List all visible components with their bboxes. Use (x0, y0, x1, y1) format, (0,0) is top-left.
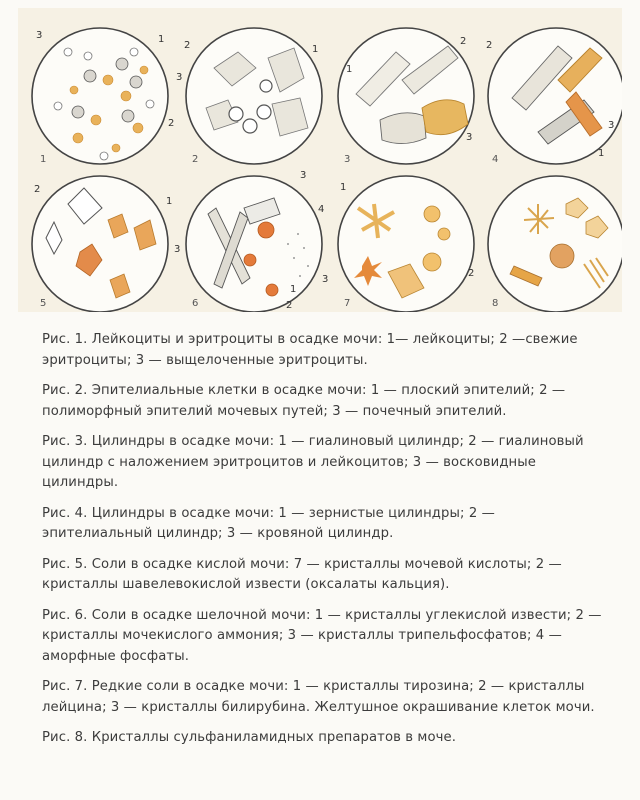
panel-number-1: 1 (40, 154, 47, 165)
panel-4-label: 2 (486, 40, 493, 51)
microscopy-plate (18, 8, 622, 312)
panel-number-8: 8 (492, 298, 499, 309)
caption-1: Рис. 1. Лейкоциты и эритроциты в осадке мочи: 1— лейкоциты; 2 —свежие эритроциты; 3 — выщелоченные эритроциты. (42, 332, 578, 368)
panel-number-5: 5 (40, 298, 47, 309)
panel-6-label: 3 (174, 244, 181, 255)
microscopy-illustration (18, 8, 622, 312)
panel-1-label: 2 (168, 118, 175, 129)
panel-8-circle (488, 176, 622, 312)
panel-4-label: 3 (608, 120, 615, 131)
panel-7-label: 1 (340, 182, 347, 193)
figure-captions (42, 330, 602, 759)
panel-1-label: 1 (158, 34, 165, 45)
panel-5-label: 1 (166, 196, 173, 207)
panel-number-6: 6 (192, 298, 199, 309)
panel-4-label: 1 (598, 148, 605, 159)
panel-4-circle (488, 28, 622, 164)
caption-8: Рис. 8. Кристаллы сульфаниламидных препаратов в моче. (42, 730, 457, 745)
panel-number-3: 3 (344, 154, 351, 165)
panel-7-label: 3 (322, 274, 329, 285)
caption-7: Рис. 7. Редкие соли в осадке мочи: 1 — кристаллы тирозина; 2 — кристаллы лейцина; 3 — кристаллы билирубина. Желтушное окрашивание клеток мочи. (42, 679, 595, 715)
caption-6: Рис. 6. Соли в осадке шелочной мочи: 1 — кристаллы углекислой извести; 2 — кристаллы мочекислого аммония; 3 — кристаллы трипельфосфатов; 4 — аморфные фосфаты. (42, 607, 602, 664)
panel-3-label: 2 (460, 36, 467, 47)
panel-5-circle (32, 176, 168, 312)
panel-1-label: 3 (36, 30, 43, 41)
panel-3-label: 1 (346, 64, 353, 75)
panel-7-label: 2 (468, 268, 475, 279)
panel-6-label: 2 (286, 300, 293, 311)
panel-7-circle (338, 176, 474, 312)
caption-5: Рис. 5. Соли в осадке кислой мочи: 7 — кристаллы мочевой кислоты; 2 — кристаллы шавелевокислой извести (оксалаты кальция). (42, 556, 562, 592)
panel-5-label: 2 (34, 184, 41, 195)
panel-6-label: 1 (290, 284, 297, 295)
panel-3-circle (338, 28, 474, 164)
panel-6-label: 3 (300, 170, 307, 181)
panel-2-label: 1 (312, 44, 319, 55)
panel-number-7: 7 (344, 298, 351, 309)
panel-number-4: 4 (492, 154, 499, 165)
panel-3-label: 3 (466, 132, 473, 143)
panel-2-circle (186, 28, 322, 164)
panel-6-label: 4 (318, 204, 325, 215)
panel-2-label: 3 (176, 72, 183, 83)
panel-2-label: 2 (184, 40, 191, 51)
panel-6-circle (186, 176, 325, 312)
panel-number-2: 2 (192, 154, 199, 165)
panel-1-circle (32, 28, 168, 164)
caption-3: Рис. 3. Цилиндры в осадке мочи: 1 — гиалиновый цилиндр; 2 — гиалиновый цилиндр с наложением эритроцитов и лейкоцитов; 3 — восковидные цилиндры. (42, 434, 584, 490)
caption-2: Рис. 2. Эпителиальные клетки в осадке мочи: 1 — плоский эпителий; 2 — полиморфный эпителий мочевых путей; 3 — почечный эпителий. (42, 383, 566, 419)
caption-4: Рис. 4. Цилиндры в осадке мочи: 1 — зернистые цилиндры; 2 — эпителиальный цилиндр; 3 — кровяной цилиндр. (42, 505, 495, 541)
